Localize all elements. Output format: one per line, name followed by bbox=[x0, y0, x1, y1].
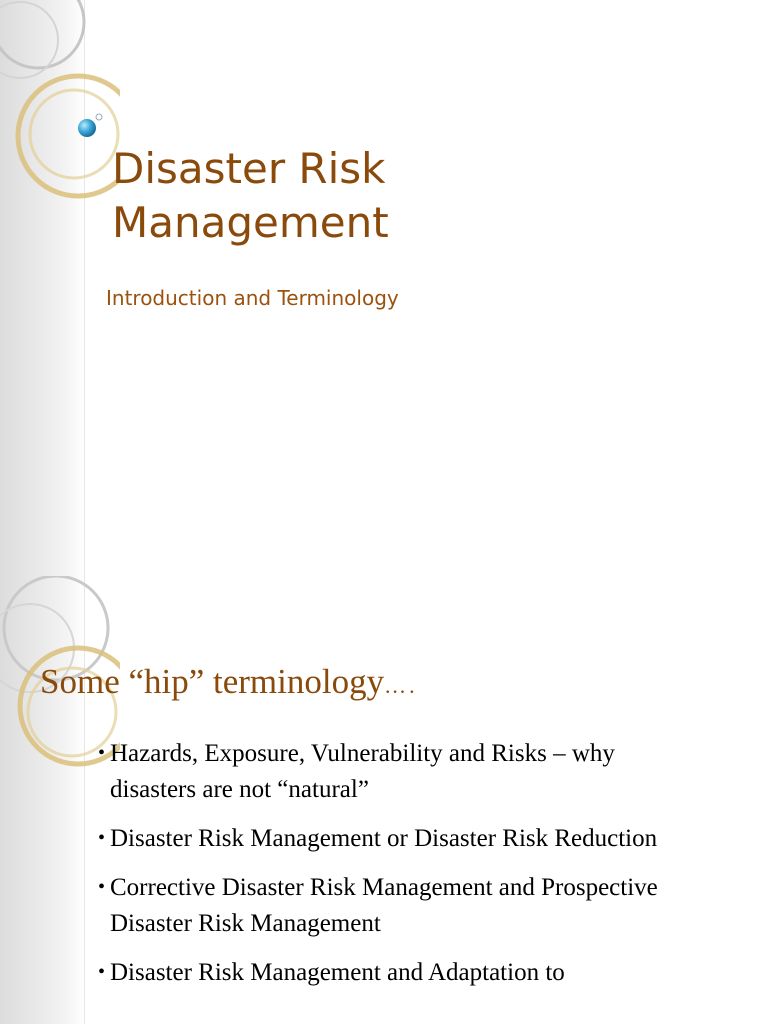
slide-title-text: Some “hip” terminology bbox=[40, 662, 385, 701]
bullet-dot: • bbox=[98, 827, 106, 849]
bullet-item bbox=[98, 736, 658, 808]
side-band bbox=[0, 576, 84, 1024]
slide-title bbox=[112, 142, 732, 250]
slide-title bbox=[40, 660, 418, 708]
bullet-text: Corrective Disaster Risk Management and Prospective Disaster Risk Management bbox=[110, 874, 658, 937]
title-ellipsis: …. bbox=[384, 673, 418, 698]
bullet-dot: • bbox=[98, 742, 106, 764]
slide-title-line-1: Disaster Risk bbox=[112, 144, 386, 193]
blue-orb-icon bbox=[78, 119, 96, 137]
bullet-dot: • bbox=[98, 876, 106, 898]
bullet-item bbox=[98, 955, 658, 991]
bullet-item bbox=[98, 821, 658, 857]
ring-decoration-icon bbox=[0, 0, 120, 576]
slide-title-line-2: Management bbox=[112, 198, 389, 247]
bullet-list bbox=[98, 736, 658, 1004]
bullet-text: Hazards, Exposure, Vulnerability and Risks – why disasters are not “natural” bbox=[110, 740, 615, 803]
side-band bbox=[0, 0, 84, 576]
bullet-dot: • bbox=[98, 961, 106, 983]
bullet-text: Disaster Risk Management and Adaptation to bbox=[110, 959, 565, 986]
slide-subtitle: Introduction and Terminology bbox=[106, 286, 399, 310]
bullet-text: Disaster Risk Management or Disaster Risk Reduction bbox=[110, 825, 658, 852]
bullet-item bbox=[98, 870, 658, 942]
terminology-slide bbox=[0, 576, 768, 1024]
